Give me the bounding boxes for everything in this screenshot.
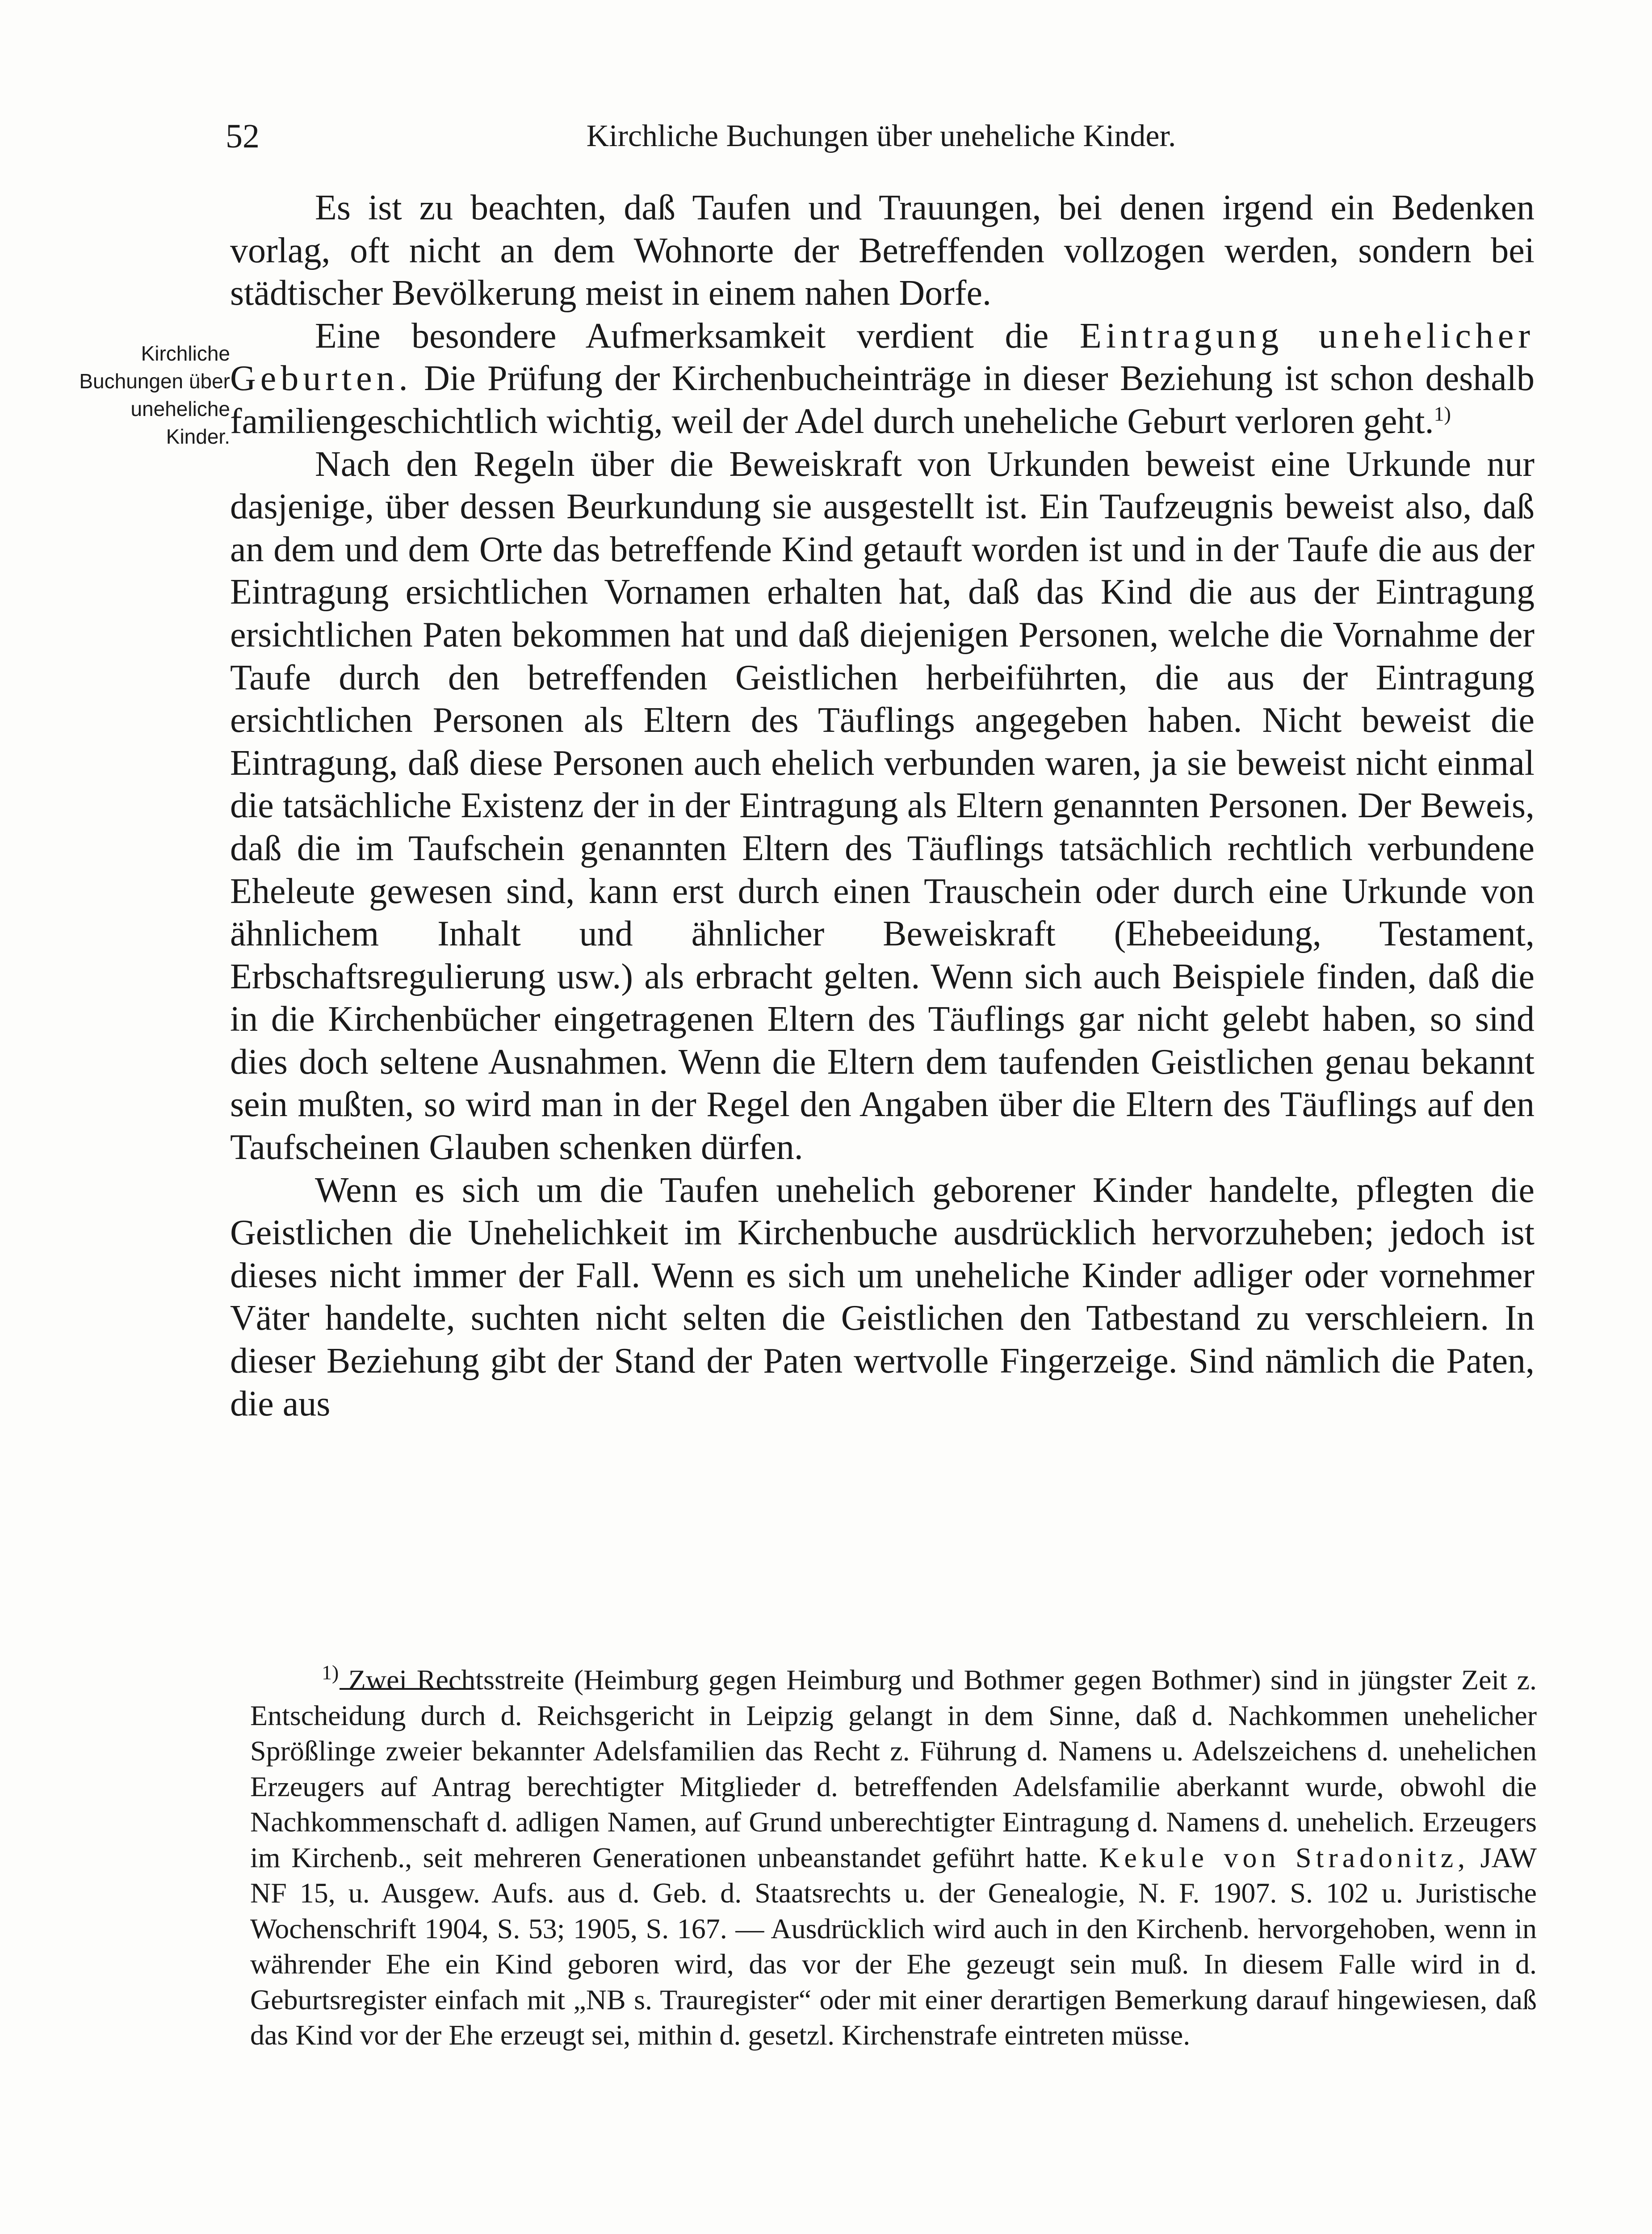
paragraph: Es ist zu beachten, daß Taufen und Trauungen, bei denen irgend ein Bedenken vorlag, oft nicht an dem Wohnorte der Betreffenden vollzogen werden, sondern bei städtischer Bevölkerung meist in einem nahen Dorfe.: [230, 188, 1535, 313]
margin-note-line: Kinder.: [166, 425, 230, 448]
margin-note-line: Kirchliche: [141, 342, 230, 365]
page-number: 52: [226, 118, 260, 155]
paragraph-text: Eine besondere Aufmerksamkeit verdient die: [315, 316, 1080, 356]
main-text: [230, 187, 1535, 1425]
margin-note: [42, 340, 230, 450]
paragraph: [230, 315, 1535, 443]
footnote-text: Zwei Rechtsstreite (Heimburg gegen Heimburg und Bothmer gegen Bothmer) sind in jüngster Zeit z. Entscheidung durch d. Reichsgericht in Leipzig gelangt in dem Sinne, daß d. Nachkommen unehelicher Sprößlinge zweier bekannter Adelsfamilien das Recht z. Führung d. Namens u. Adelszeichens d. unehelichen Erzeugers auf Antrag berechtigter Mitglieder d. betreffenden Adelsfamilie aberkannt wurde, obwohl die Nachkommenschaft d. adligen Namen, auf Grund unberechtigter Eintragung d. Namens d. unehelich. Erzeugers im Kirchenb., seit mehreren Generationen unbeanstandet geführt hatte.: [250, 1664, 1537, 1873]
footnote-paragraph: [250, 1662, 1537, 2053]
page-header: [226, 112, 1537, 161]
footnote-author: Kekule von Stradonitz,: [1099, 1841, 1470, 1873]
paragraph-text: Die Prüfung der Kirchenbucheinträge in dieser Beziehung ist schon deshalb familiengeschichtlich wichtig, weil der Adel durch uneheliche Geburt verloren geht.: [230, 359, 1535, 441]
running-head: Kirchliche Buchungen über uneheliche Kinder.: [586, 119, 1176, 153]
footnote: [250, 1662, 1537, 2053]
emphasized-phrase: Eintragung unehelicher Geburten.: [230, 316, 1535, 399]
footnote-text: JAW NF 15, u. Ausgew. Aufs. aus d. Geb. d. Staatsrechts u. der Genealogie, N. F. 1907. S. 102 u. Juristische Wochenschrift 1904, S. 53; 1905, S. 167. — Ausdrücklich wird auch in den Kirchenb. hervorgehoben, wenn in währender Ehe ein Kind geboren wird, das vor der Ehe gezeugt sein muß. In diesem Falle wird in d. Geburtsregister einfach mit „NB s. Trauregister“ oder mit einer derartigen Bemerkung darauf hingewiesen, daß das Kind vor der Ehe erzeugt sei, mithin d. gesetzl. Kirchenstrafe eintreten müsse.: [250, 1841, 1537, 2051]
footnote-reference: 1): [1434, 402, 1451, 425]
paragraph: Nach den Regeln über die Beweiskraft von Urkunden beweist eine Urkunde nur dasjenige, über dessen Beurkundung sie ausgestellt ist. Ein Taufzeugnis beweist also, daß an dem und dem Orte das betreffende Kind getauft worden ist und in der Taufe die aus der Eintragung ersichtlichen Vornamen erhalten hat, daß das Kind die aus der Eintragung ersichtlichen Paten bekommen hat und daß diejenigen Personen, welche die Vornahme der Taufe durch den betreffenden Geistlichen herbeiführten, die aus der Eintragung ersichtlichen Personen als Eltern des Täuflings angegeben haben. Nicht beweist die Eintragung, daß diese Personen auch ehelich verbunden waren, ja sie beweist nicht einmal die tatsächliche Existenz der in der Eintragung als Eltern genannten Personen. Der Beweis, daß die im Taufschein genannten Eltern des Täuflings tatsächlich rechtlich verbundene Eheleute gewesen sind, kann erst durch einen Trauschein oder durch eine Urkunde von ähnlichem Inhalt und ähnlicher Beweiskraft (Ehebeeidung, Testament, Erbschaftsregulierung usw.) als erbracht gelten. Wenn sich auch Beispiele finden, daß die in die Kirchenbücher eingetragenen Eltern des Täuflings gar nicht gelebt haben, so sind dies doch seltene Ausnahmen. Wenn die Eltern dem taufenden Geistlichen genau bekannt sein mußten, so wird man in der Regel den Angaben über die Eltern des Täuflings auf den Taufscheinen Glauben schenken dürfen.: [230, 444, 1535, 1167]
paragraph: Wenn es sich um die Taufen unehelich geborener Kinder handelte, pflegten die Geistlichen die Unehelichkeit im Kirchenbuche ausdrücklich hervorzuheben; jedoch ist dieses nicht immer der Fall. Wenn es sich um uneheliche Kinder adliger oder vornehmer Väter handelte, suchten nicht selten die Geistlichen den Tatbestand zu verschleiern. In dieser Beziehung gibt der Stand der Paten wertvolle Fingerzeige. Sind nämlich die Paten, die aus: [230, 1170, 1535, 1424]
footnote-marker: 1): [322, 1661, 339, 1684]
margin-note-line: Buchungen über: [79, 370, 230, 393]
margin-note-line: uneheliche: [130, 397, 230, 420]
